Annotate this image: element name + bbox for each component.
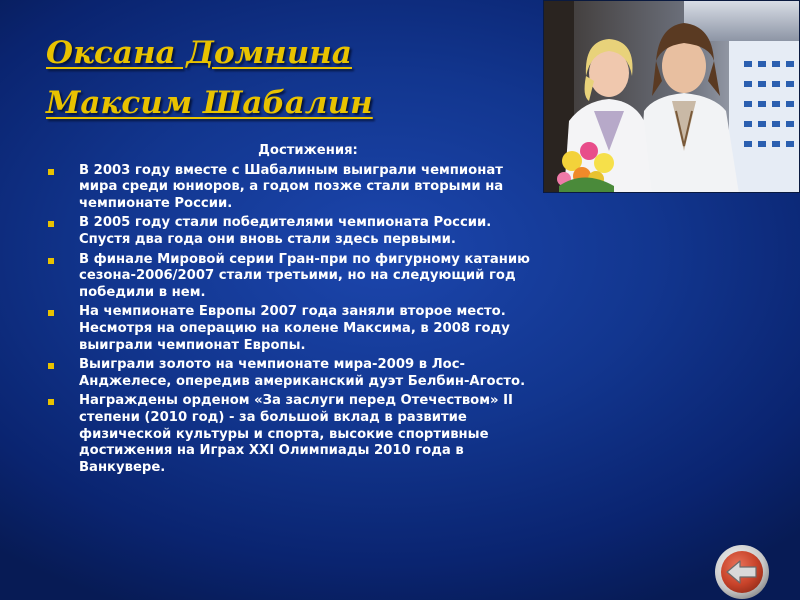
achievements-list [48, 163, 538, 477]
square-bullet-icon [48, 310, 54, 316]
list-item [48, 357, 538, 390]
achievements-heading: Достижения: [258, 143, 358, 158]
title-line-1: Оксана Домнина [46, 35, 352, 71]
square-bullet-icon [48, 221, 54, 227]
back-button[interactable] [714, 544, 770, 600]
square-bullet-icon [48, 399, 54, 405]
list-item-text: В 2003 году вместе с Шабалиным выиграли чемпионат мира среди юниоров, а годом позже стали вторыми на чемпионате России. [79, 162, 504, 211]
square-bullet-icon [48, 169, 54, 175]
slide-title [46, 28, 373, 128]
title-line-2: Максим Шабалин [46, 85, 373, 121]
list-item [48, 163, 538, 213]
square-bullet-icon [48, 363, 54, 369]
list-item [48, 252, 538, 302]
list-item-text: Выиграли золото на чемпионате мира-2009 в Лос-Анджелесе, опередив американский дуэт Белбин-Агосто. [79, 357, 526, 389]
list-item [48, 215, 538, 248]
list-item-text: В 2005 году стали победителями чемпионата России. Спустя два года они вновь стали здесь первыми. [79, 215, 492, 247]
list-item [48, 393, 538, 476]
skaters-photo [543, 0, 800, 193]
list-item [48, 304, 538, 354]
achievements-block [48, 143, 538, 479]
square-bullet-icon [48, 258, 54, 264]
list-item-text: В финале Мировой серии Гран-при по фигурному катанию сезона-2006/2007 стали третьими, но на следующий год победили в нем. [79, 251, 530, 300]
list-item-text: На чемпионате Европы 2007 года заняли второе место. Несмотря на операцию на колене Максима, в 2008 году выиграли чемпионат Европы. [79, 304, 510, 353]
list-item-text: Награждены орденом «За заслуги перед Отечеством» II степени (2010 год) - за большой вклад в развитие физической культуры и спорта, высокие спортивные достижения на Играх XXI Олимпиады 2010 года в Ванкувере. [79, 393, 513, 475]
